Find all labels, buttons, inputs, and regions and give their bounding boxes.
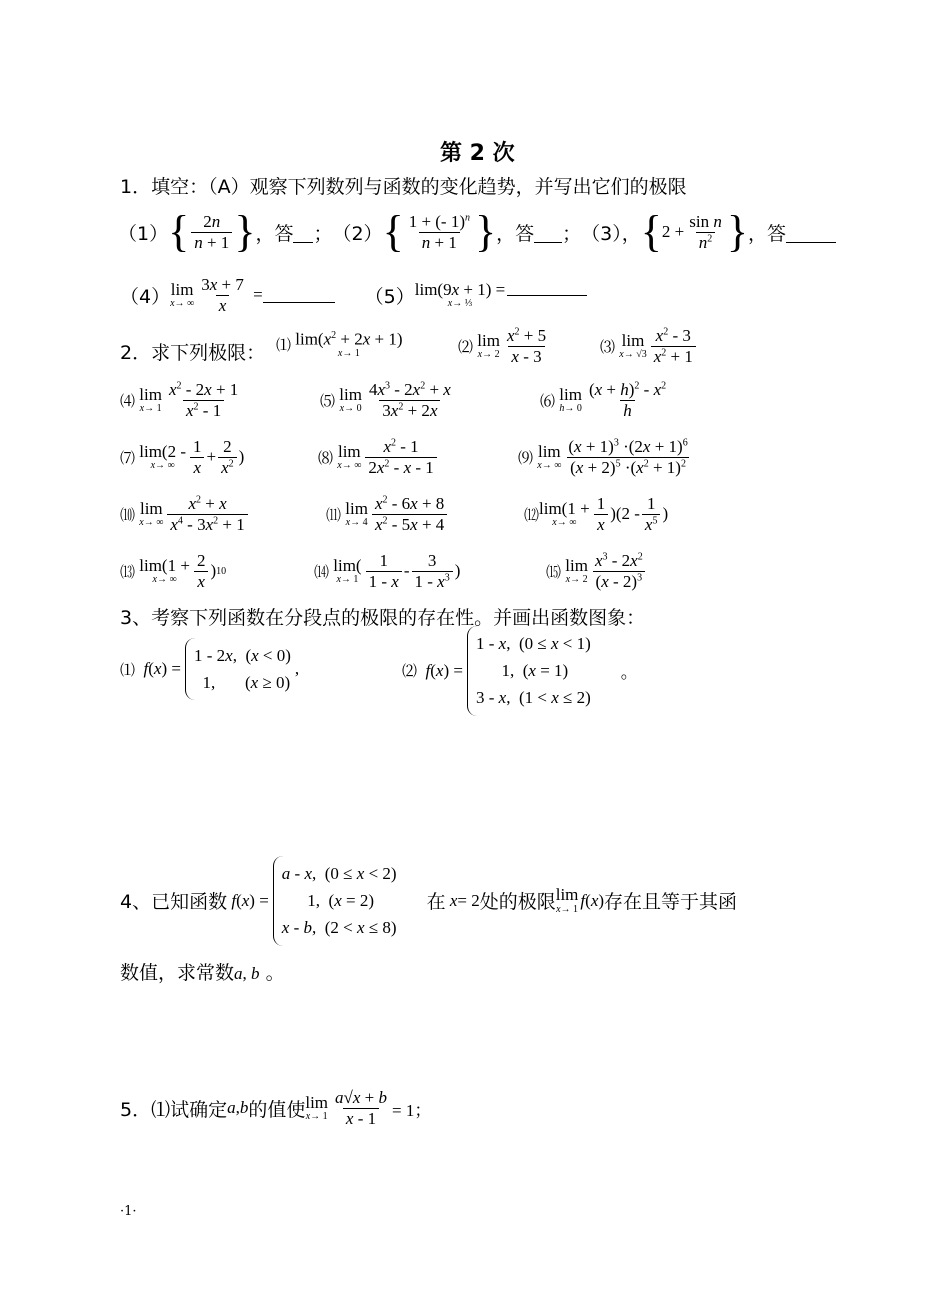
q2-item-15: ⒂ lim x→ 2 $\frac{x^3 - 2x^2}{(x - 2)^3}$ <box>546 551 648 591</box>
q1-label-4: （4） <box>120 285 171 308</box>
q1-answer-blank-1[interactable] <box>293 222 313 243</box>
q1-answer-blank-3[interactable] <box>786 222 836 243</box>
q2-item-2: ⑵ lim x→ 2 $\frac{x^2 + 5}{x - 3}$ <box>458 326 547 366</box>
q2-item-7: ⑺ lim(2 - x→ ∞ $\frac{1}{x}$ + $\frac{2}{x^2}$ ) <box>120 437 245 477</box>
q1-label-3: （3）， <box>581 222 641 245</box>
q2-item-4: ⑷ lim x→ 1 $\frac{x^2 - 2x + 1}{x^2 - 1}$ <box>120 380 239 420</box>
q2-item-5: ⑸ lim x→ 0 $\frac{4x^3 - 2x^2 + x}{3x^2 + 2x}$ <box>320 380 451 420</box>
q2-item-8: ⑻ lim x→ ∞ $\frac{x^2 - 1}{2x^2 - x - 1}$ <box>318 437 439 477</box>
q2-item-11: ⑾ lim x→ 4 $\frac{x^2 - 6x + 8}{x^2 - 5x + 4}$ <box>326 494 449 534</box>
q2-item-10: ⑽ lim x→ ∞ $\frac{x^2 + x}{x^4 - 3x^2 + 1}$ <box>120 494 250 534</box>
page-title: 第 2 次 <box>440 141 515 166</box>
q2-item-1: ⑴ $\lim(x^2 + 2x + 1)$ x→ 1 <box>276 329 403 360</box>
q2-item-3: ⑶ lim x→ √3 $\frac{x^2 - 3}{x^2 + 1}$ <box>600 326 698 366</box>
q4-line2: 数值，求常数a, b 。 <box>120 962 285 984</box>
q3-function-1: ⑴ f ( x ) = 1 - 2x, (x < 0) 1, (x ≥ 0) , <box>120 638 299 700</box>
q1-answer-blank-4[interactable] <box>263 288 335 303</box>
q1-answer-label-3: ，答 <box>747 222 786 245</box>
q1-answer-label-1: ，答 <box>255 222 294 245</box>
q3-intro: 3、考察下列函数在分段点的极限的存在性。并画出函数图象： <box>120 607 646 629</box>
q1-label-5: （5） <box>364 285 415 308</box>
q2-intro: 2．求下列极限： <box>120 342 266 364</box>
q2-item-6: ⑹ lim h→ 0 $\frac{(x + h)^2 - x^2}{h}$ <box>540 380 667 420</box>
q1-label-1: （1） <box>118 222 169 245</box>
q1-answer-blank-5[interactable] <box>507 281 587 296</box>
q1-label-2: （2） <box>332 222 383 245</box>
q2-item-12: ⑿ lim(1 + x→ ∞ $\frac{1}{x}$ )(2 - $\frac{1}{x^5}$ ) <box>524 494 669 534</box>
q4-line1: 4、已知函数 f ( x ) = a - x, (0 ≤ x < 2) 1, (x = 2) x - b, (2 < x ≤ 8) 在 x = 2 处的极限 lim x→ 1 f ( x ) 存在且等于其函 <box>120 856 737 946</box>
q2-item-14: ⒁ lim( x→ 1 $\frac{1}{1 - x}$ - $\frac{3}{1 - x^3}$ ) <box>314 551 461 591</box>
page-number: ·1· <box>120 1204 137 1219</box>
q5-line: 5．⑴试确定 a , b 的值使 lim x→ 1 $\frac{a√x + b}{x - 1}$ = 1； <box>120 1088 432 1128</box>
q1-intro: 1．填空：（A）观察下列数列与函数的变化趋势，并写出它们的极限 <box>120 176 687 198</box>
q1-row1: （1） { $\frac{2n}{n + 1}$ } ，答 ； （2） { $\frac{1 + (- 1)^n}{n + 1}$ } ，答 ； （3）， { 2 + $\frac{\text{sin n}}{n^2}$ } ，答 <box>118 202 836 262</box>
q2-item-9: ⑼ lim x→ ∞ $\frac{(x + 1)^3 \cdot(2x + 1)^6}{(x + 2)^5 \cdot(x^2 + 1)^2}$ <box>518 437 688 477</box>
q1-answer-label-2: ，答 <box>496 222 535 245</box>
q1-answer-blank-2[interactable] <box>534 222 562 243</box>
q1-row2: （4） lim x→ ∞ $\frac{3x + 7}{x}$ = （5） lim(9x + 1) = x→ ⅓ <box>120 268 587 322</box>
q3-function-2: ⑵ f ( x ) = 1 - x, (0 ≤ x < 1) 1, (x = 1) 3 - x, (1 < x ≤ 2) 。 <box>402 626 638 716</box>
q2-item-13: ⒀ lim(1 + x→ ∞ $\frac{2}{x}$ ) 10 <box>120 551 227 591</box>
